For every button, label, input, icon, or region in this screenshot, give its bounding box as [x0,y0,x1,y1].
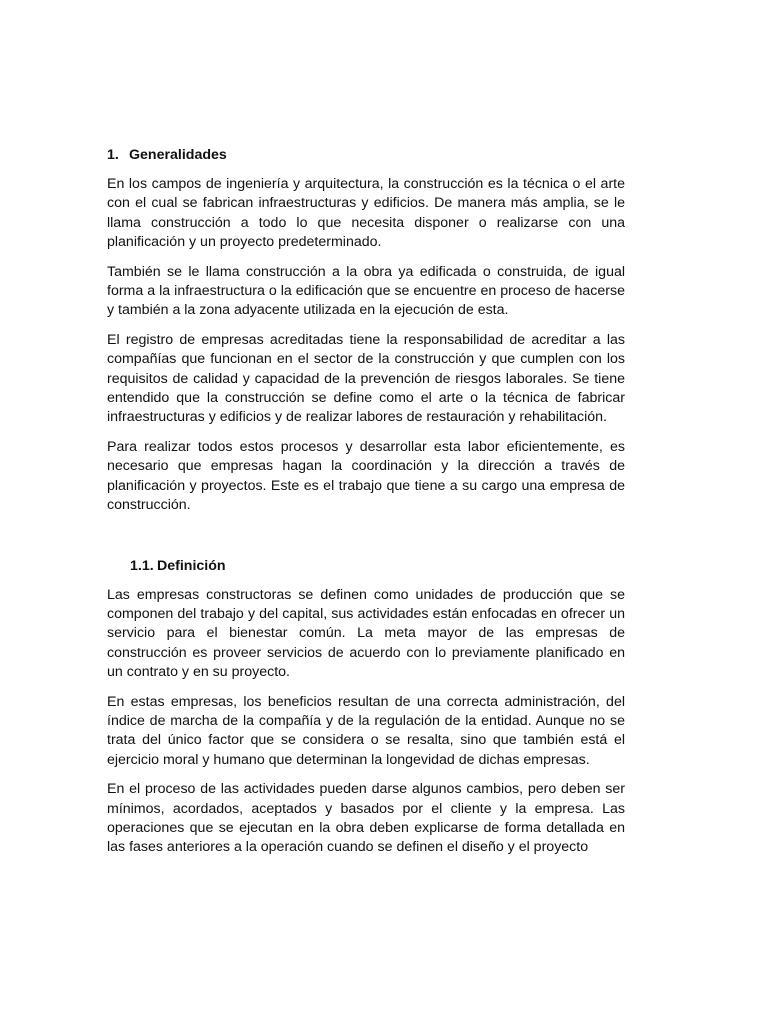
paragraph: En estas empresas, los beneficios resultan de una correcta administración, del índice de marcha de la compañía y de la regulación de la entidad. Aunque no se trata del único factor que se considera o se resalta, sino que también está el ejercicio moral y humano que determinan la longevidad de dichas empresas. [107,693,625,768]
section-title: Generalidades [129,147,227,163]
subsection-title: Definición [157,557,226,574]
paragraph: También se le llama construcción a la obra ya edificada o construida, de igual forma a la infraestructura o la edificación que se encuentre en proceso de hacerse y también a la zona adyacente utilizada en la ejecución de esta. [107,263,625,319]
paragraph: El registro de empresas acreditadas tiene la responsabilidad de acreditar a las compañías que funcionan en el sector de la construcción y que cumplen con los requisitos de calidad y capacidad de la prevención de riesgos laborales. Se tiene entendido que la construcción se define como el arte o la técnica de fabricar infraestructuras y edificios y de realizar labores de restauración y rehabilitación. [107,331,625,426]
paragraph: Las empresas constructoras se definen como unidades de producción que se componen del trabajo y del capital, sus actividades están enfocadas en ofrecer un servicio para el bienestar común. La meta mayor de las empresas de construcción es proveer servicios de acuerdo con lo previamente planificado en un contrato y en su proyecto. [107,586,625,681]
subsection-heading-definicion [107,556,625,576]
section-heading-generalidades [107,145,625,165]
paragraph: En el proceso de las actividades pueden darse algunos cambios, pero deben ser mínimos, acordados, aceptados y basados por el cliente y la empresa. Las operaciones que se ejecutan en la obra deben explicarse de forma detallada en las fases anteriores a la operación cuando se definen el diseño y el proyecto [107,781,625,856]
paragraph: En los campos de ingeniería y arquitectura, la construcción es la técnica o el arte con el cual se fabrican infraestructuras y edificios. De manera más amplia, se le llama construcción a todo lo que necesita disponer o realizarse con una planificación y un proyecto predeterminado. [107,176,625,251]
document-page [107,145,625,868]
section-number: 1. [107,147,119,163]
subsection-number: 1.1. [130,557,154,574]
paragraph: Para realizar todos estos procesos y desarrollar esta labor eficientemente, es necesario que empresas hagan la coordinación y la dirección a través de planificación y proyectos. Este es el trabajo que tiene a su cargo una empresa de construcción. [107,438,625,514]
